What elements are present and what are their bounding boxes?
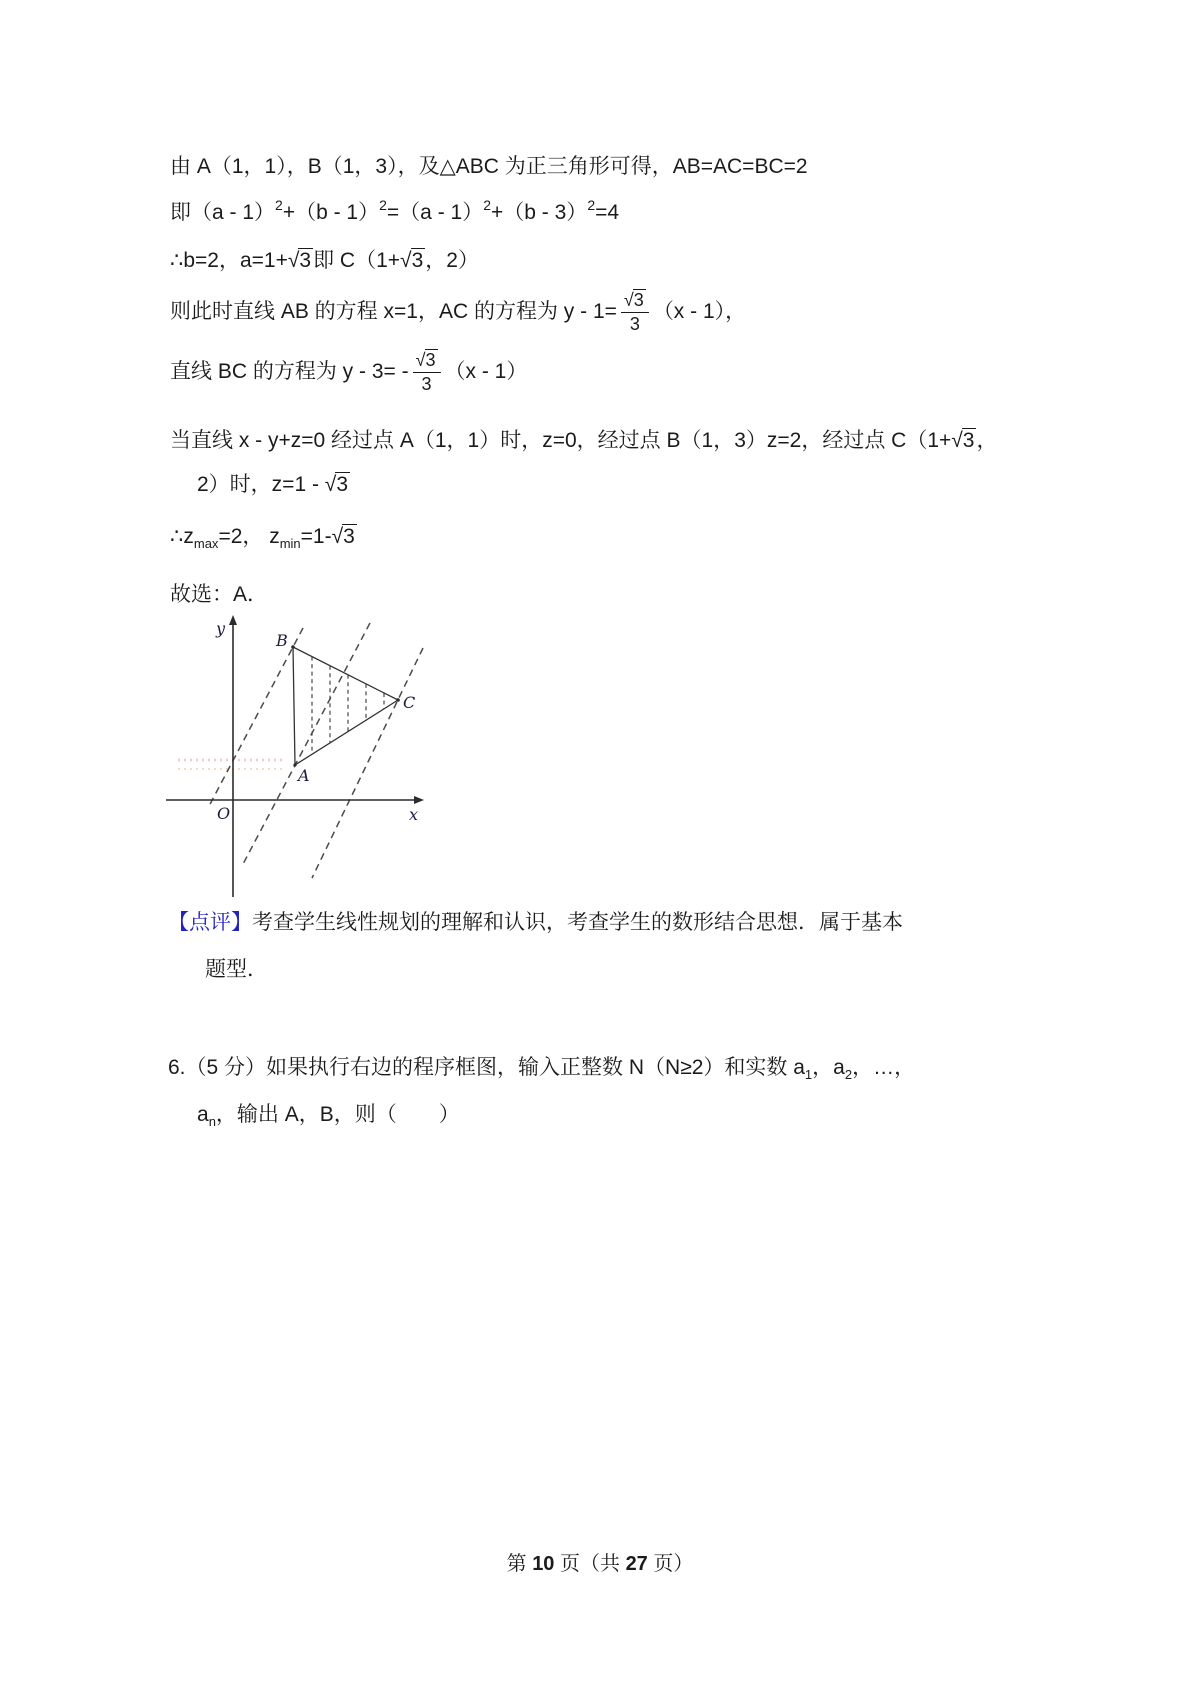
page-footer: 第 10 页（共 27 页） xyxy=(506,1553,694,1575)
subscript-2: 2 xyxy=(844,1067,853,1082)
coordinate-diagram xyxy=(160,612,430,904)
constraint-line-through-b xyxy=(208,628,303,808)
sqrt-radical: √3 xyxy=(324,473,349,496)
sqrt-radical: √3 xyxy=(287,249,312,272)
question-6-line-1: 6.（5 分）如果执行右边的程序框图，输入正整数 N（N≥2）和实数 $a_1$，$a_2$，…， xyxy=(168,1056,916,1082)
solution-line-z-values-cont: 2）时，z=1 - √3 xyxy=(197,473,349,496)
z-variable: z xyxy=(269,525,280,548)
radical-sign: √ xyxy=(400,249,412,272)
comment-label: 【点评】 xyxy=(168,911,252,934)
point-a-label: A xyxy=(298,766,310,785)
radical-sign: √ xyxy=(324,473,337,496)
y-axis-arrow xyxy=(229,615,237,625)
solution-line-distance-equation: 即（a - 1）$^2$+（b - 1）$^2$=（a - 1）$^2$+（b - 3）$^2$=4 xyxy=(170,197,620,224)
x-axis-label: x xyxy=(409,805,419,824)
constraint-line-through-a xyxy=(242,623,370,866)
triangle-abc xyxy=(293,647,398,765)
vertex-a-dot xyxy=(293,763,296,766)
constraint-line-through-c xyxy=(312,648,423,878)
point-c-label: C xyxy=(403,693,416,712)
radical-sign: √ xyxy=(951,429,963,452)
point-b-label: B xyxy=(276,631,288,650)
subscript-min: min xyxy=(279,536,301,551)
solution-line-zmax-zmin: $\therefore z_{max}=2$， $z_{min}=1-√3$ xyxy=(170,525,355,551)
sqrt-radical: √3 xyxy=(623,289,644,310)
sqrt-radical: √3 xyxy=(331,525,355,548)
vertex-b-dot xyxy=(291,645,295,649)
superscript-2: 2 xyxy=(275,197,283,213)
vertex-c-dot xyxy=(396,698,400,702)
z-variable: z xyxy=(183,525,194,548)
origin-label: O xyxy=(217,804,231,823)
superscript-2: 2 xyxy=(379,197,387,213)
fraction-sqrt3-over-3: $\frac{√3}{3}$ xyxy=(413,350,441,394)
radical-sign: √ xyxy=(331,525,344,548)
solution-line-ab-ac-equations: 则此时直线 AB 的方程 x=1，AC 的方程为 y - 1= $\frac{√3}{3}$ （x - 1）， xyxy=(170,289,747,334)
line-text: 由 A（1，1），B（1，3），及△ABC 为正三角形可得，AB=AC=BC=2 xyxy=(170,155,808,178)
question-6-line-2: $a_n$，输出 A，B，则（ ） xyxy=(197,1103,460,1129)
sqrt-radical: √3 xyxy=(400,249,424,272)
superscript-2: 2 xyxy=(587,197,596,213)
total-pages: 27 xyxy=(625,1553,648,1575)
comment-text: 考查学生线性规划的理解和认识，考查学生的数形结合思想．属于基本 xyxy=(252,911,903,934)
solution-line-z-values: 当直线 x - y+z=0 经过点 A（1，1）时，z=0，经过点 B（1，3）z=2，经过点 C（1+√3， xyxy=(170,429,998,452)
comment-text-cont: 题型． xyxy=(205,958,268,981)
radical-sign: √ xyxy=(623,289,634,310)
y-axis-label: y xyxy=(216,619,226,638)
x-axis-arrow xyxy=(414,796,424,804)
subscript-1: 1 xyxy=(804,1067,813,1082)
sqrt-radical: √3 xyxy=(415,349,436,370)
radical-sign: √ xyxy=(415,349,426,370)
page-number: 10 xyxy=(532,1553,555,1575)
fraction-sqrt3-over-3: $\frac{√3}{3}$ xyxy=(621,290,649,334)
solution-line-triangle-given xyxy=(170,152,808,182)
radical-sign: √ xyxy=(287,249,300,272)
solution-answer: 故选：A． xyxy=(170,583,269,606)
sqrt-radical: √3 xyxy=(951,429,975,452)
comment-section xyxy=(168,908,903,938)
subscript-n: n xyxy=(208,1114,216,1129)
solution-line-point-c: ∴b=2，a=1+√3即 C（1+√3，2） xyxy=(170,249,479,272)
superscript-2: 2 xyxy=(483,197,492,213)
solution-line-bc-equation: 直线 BC 的方程为 y - 3= - $\frac{√3}{3}$ （x - 1） xyxy=(170,349,528,394)
subscript-max: max xyxy=(193,536,219,551)
